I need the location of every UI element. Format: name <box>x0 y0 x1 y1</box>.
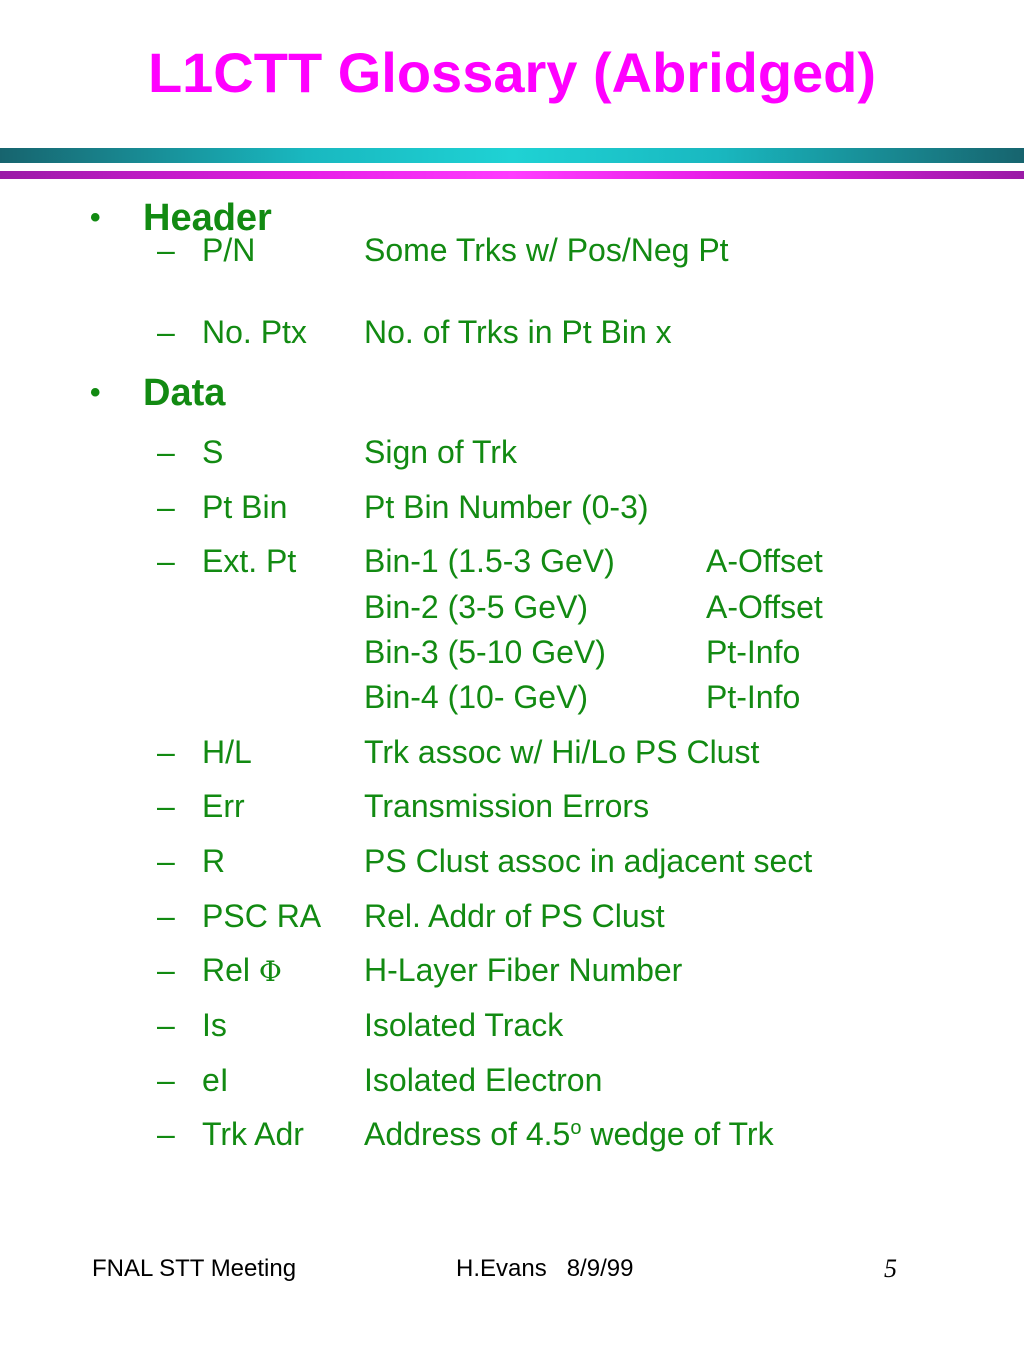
phi-symbol: Φ <box>258 955 282 988</box>
ext-pt-info: Pt-Info <box>706 634 801 670</box>
bullet-icon: • <box>90 201 101 234</box>
dash-icon: – <box>157 1116 175 1152</box>
dash-icon: – <box>157 843 175 879</box>
glossary-term <box>202 947 282 995</box>
definition-text: Address of 4.5 <box>364 1116 571 1152</box>
glossary-definition: Rel. Addr of PS Clust <box>364 898 665 934</box>
definition-tail: wedge of Trk <box>581 1116 774 1152</box>
term-text: Rel <box>202 952 251 988</box>
glossary-item <box>157 227 957 273</box>
glossary-definition: Transmission Errors <box>364 788 650 824</box>
slide-title: L1CTT Glossary (Abridged) <box>147 41 877 104</box>
ext-pt-bin: Bin-2 (3-5 GeV) <box>364 589 589 625</box>
dash-icon: – <box>157 232 175 268</box>
dash-icon: – <box>157 734 175 770</box>
glossary-term: eI <box>202 1062 229 1098</box>
section-heading: Data <box>143 372 226 414</box>
glossary-definition: PS Clust assoc in adjacent sect <box>364 843 813 879</box>
teal-divider <box>0 148 1024 163</box>
ext-pt-bin: Bin-1 (1.5-3 GeV) <box>364 543 615 579</box>
glossary-item-continuation <box>157 584 957 630</box>
glossary-definition: Sign of Trk <box>364 434 517 470</box>
dash-icon: – <box>157 489 175 525</box>
ext-pt-info: A-Offset <box>706 589 823 625</box>
glossary-definition: H-Layer Fiber Number <box>364 952 683 988</box>
footer-author-date: H.Evans 8/9/99 <box>456 1255 634 1282</box>
degree-superscript: o <box>570 1117 582 1139</box>
glossary-term: Is <box>202 1007 227 1043</box>
glossary-item <box>157 1111 957 1157</box>
glossary-item <box>157 1002 957 1048</box>
ext-pt-bin: Bin-3 (5-10 GeV) <box>364 634 606 670</box>
glossary-definition <box>364 1111 774 1157</box>
dash-icon: – <box>157 898 175 934</box>
glossary-definition: Trk assoc w/ Hi/Lo PS Clust <box>364 734 760 770</box>
page-number: 5 <box>884 1254 897 1283</box>
glossary-definition: No. of Trks in Pt Bin x <box>364 314 672 350</box>
glossary-definition: Isolated Electron <box>364 1062 603 1098</box>
glossary-item-continuation <box>157 674 957 720</box>
dash-icon: – <box>157 543 175 579</box>
glossary-term: Trk Adr <box>202 1116 304 1152</box>
footer-meeting: FNAL STT Meeting <box>92 1255 297 1282</box>
ext-pt-info: Pt-Info <box>706 679 801 715</box>
dash-icon: – <box>157 314 175 350</box>
glossary-term: H/L <box>202 734 252 770</box>
glossary-term: P/N <box>202 232 256 268</box>
dash-icon: – <box>157 1007 175 1043</box>
ext-pt-info: A-Offset <box>706 543 823 579</box>
glossary-item <box>157 838 957 884</box>
glossary-item <box>157 429 957 475</box>
glossary-term: R <box>202 843 226 879</box>
section-heading: Header <box>143 197 272 239</box>
glossary-term: S <box>202 434 224 470</box>
glossary-term: Err <box>202 788 245 824</box>
dash-icon: – <box>157 1062 175 1098</box>
glossary-item-continuation <box>157 629 957 675</box>
glossary-item <box>157 783 957 829</box>
ext-pt-bin: Bin-4 (10- GeV) <box>364 679 589 715</box>
glossary-definition: Isolated Track <box>364 1007 564 1043</box>
dash-icon: – <box>157 788 175 824</box>
glossary-item <box>157 309 957 355</box>
glossary-definition: Pt Bin Number (0-3) <box>364 489 649 525</box>
glossary-term: PSC RA <box>202 898 322 934</box>
glossary-item <box>157 484 957 530</box>
dash-icon: – <box>157 434 175 470</box>
magenta-divider <box>0 171 1024 179</box>
glossary-definition: Some Trks w/ Pos/Neg Pt <box>364 232 729 268</box>
glossary-term: Pt Bin <box>202 489 288 525</box>
glossary-item <box>157 947 957 993</box>
glossary-item <box>157 893 957 939</box>
glossary-term: Ext. Pt <box>202 543 297 579</box>
dash-icon: – <box>157 952 175 988</box>
glossary-item <box>157 729 957 775</box>
glossary-item <box>157 538 957 584</box>
bullet-icon: • <box>90 376 101 409</box>
glossary-term: No. Ptx <box>202 314 307 350</box>
glossary-item <box>157 1057 957 1103</box>
